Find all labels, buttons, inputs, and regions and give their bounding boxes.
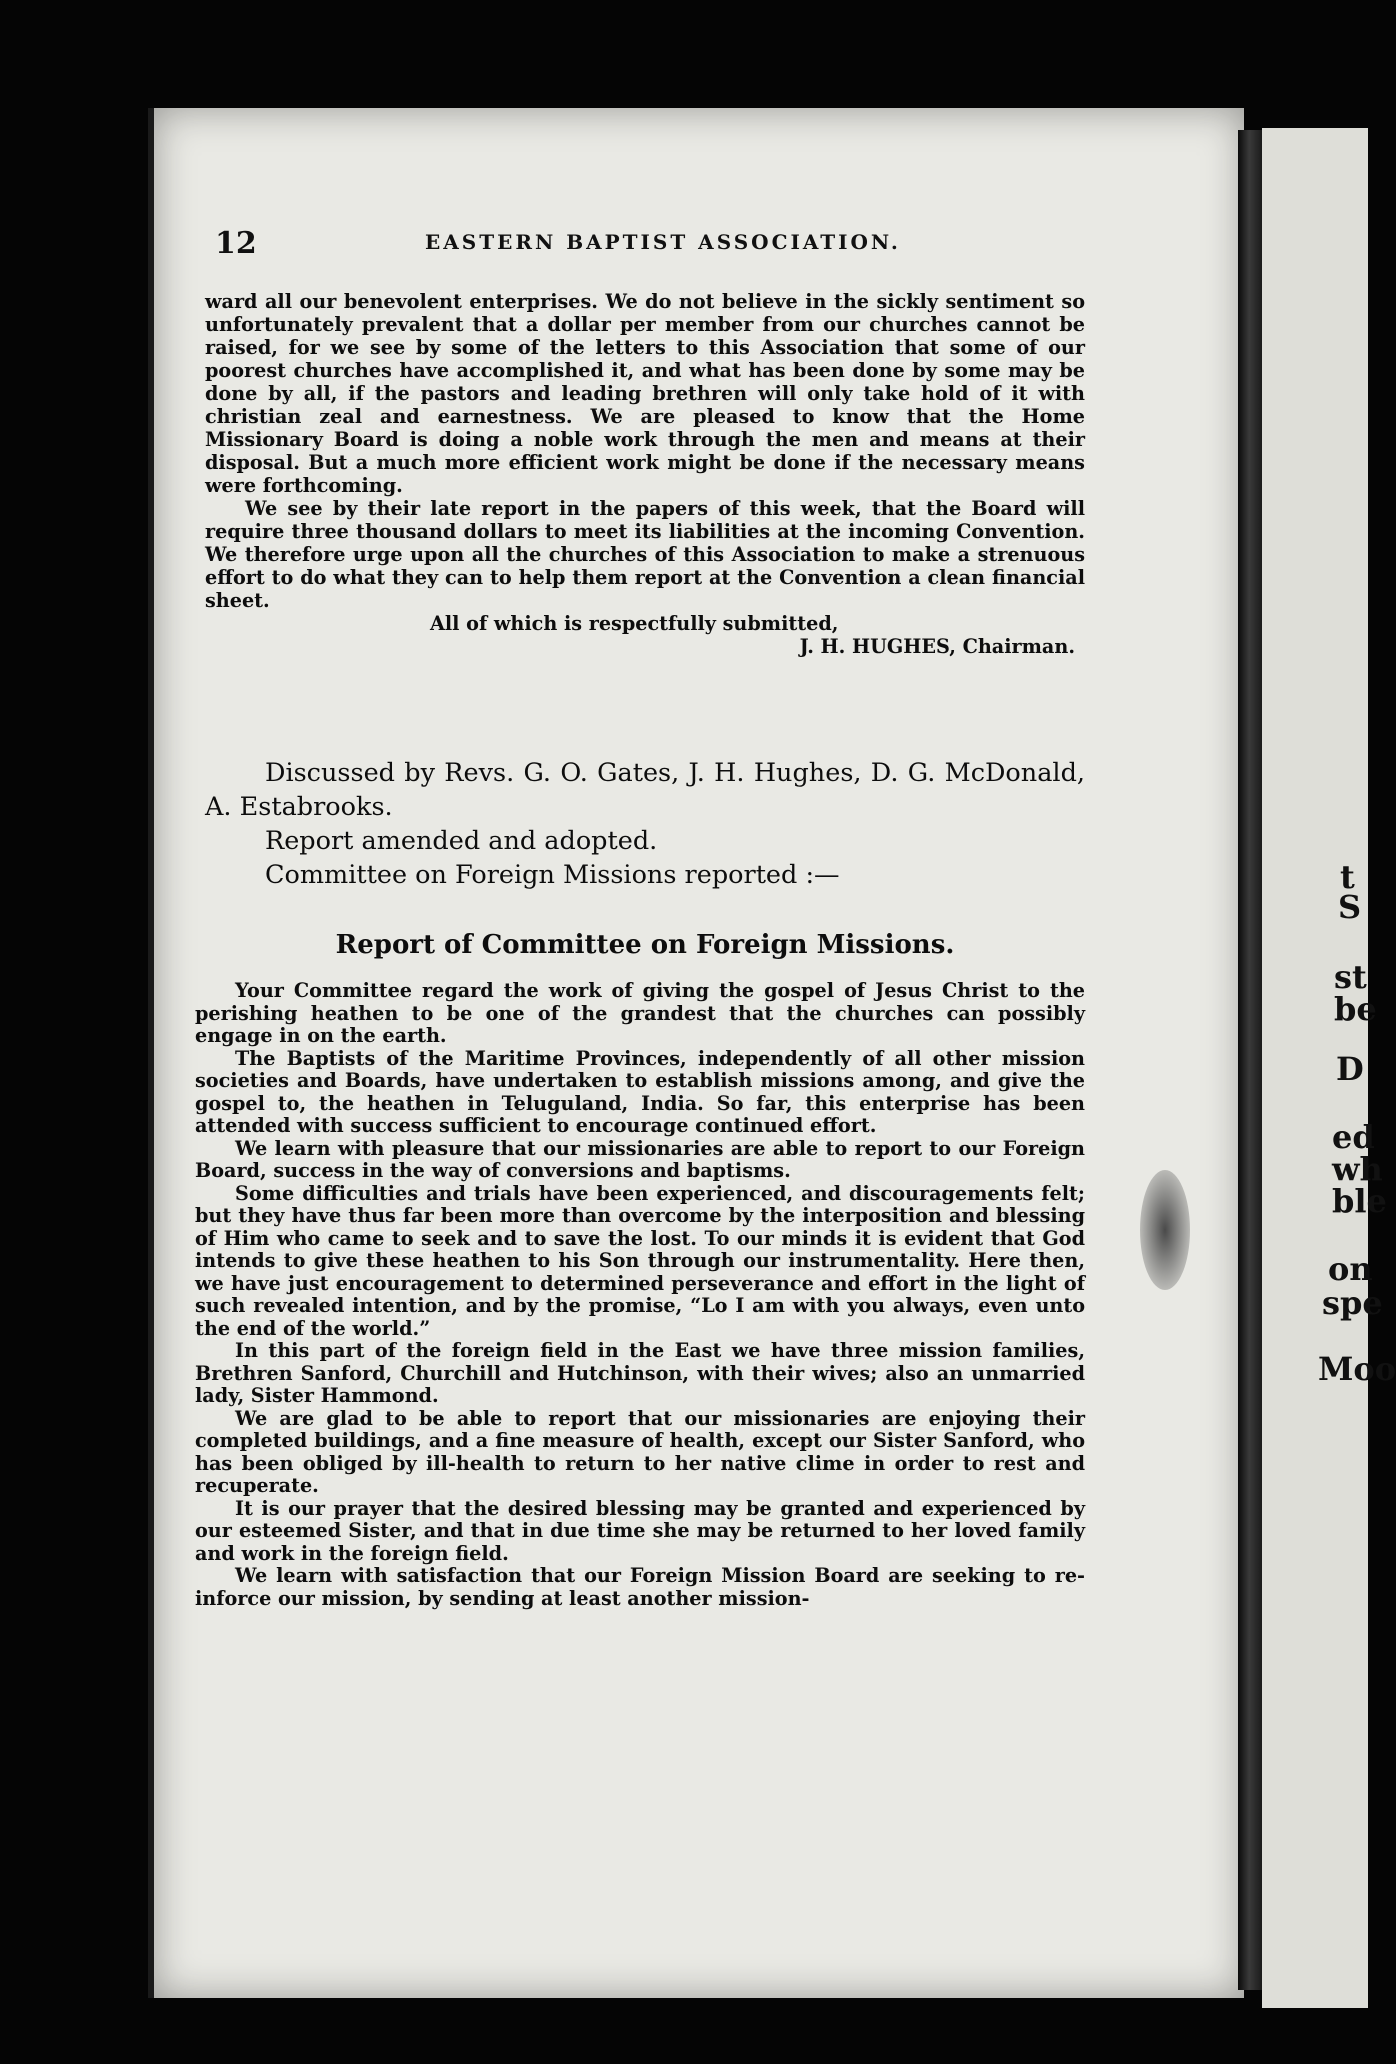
facing-fragment: S	[1338, 888, 1362, 926]
facing-fragment: spe	[1322, 1284, 1383, 1322]
facing-fragment: on	[1328, 1250, 1373, 1288]
paragraph: In this part of the foreign field in the East we have three mission families, Brethren Sanford, Churchill and Hutchinson, with their wives; also an unmarried lady, Sister Hammond.	[195, 1339, 1085, 1407]
amended-line: Report amended and adopted.	[265, 826, 658, 856]
facing-fragment: ed	[1332, 1118, 1375, 1156]
closing-line: All of which is respectfully submitted,	[430, 612, 839, 635]
section-heading: Report of Committee on Foreign Missions.	[335, 930, 955, 960]
paragraph: Your Committee regard the work of giving the gospel of Jesus Christ to the perishing heathen to be one of the grandest that the churches can possibly engage in on the earth.	[195, 979, 1085, 1047]
minutes	[205, 756, 1085, 892]
paragraph: It is our prayer that the desired blessing may be granted and experienced by our esteemed Sister, and that in due time she may be returned to her loved family and work in the foreign field.	[195, 1496, 1085, 1565]
report-continuation	[205, 290, 1085, 658]
paragraph: ward all our benevolent enterprises. We do not believe in the sickly sentiment so unfortunately prevalent that a dollar per member from our churches cannot be raised, for we see by some of the letters to this Association that some of our poorest churches have accomplished it, and what has been done by some may be done by all, if the pastors and leading brethren will only take hold of it with christian zeal and earnestness. We are pleased to know that the Home Missionary Board is doing a noble work through the men and means at their disposal. But a much more efficient work might be done if the necessary means were forthcoming.	[205, 290, 1085, 497]
facing-fragment: Moo	[1318, 1350, 1396, 1388]
running-title: EASTERN BAPTIST ASSOCIATION.	[425, 230, 901, 254]
paragraph: Some difficulties and trials have been experienced, and discouragements felt; but they have thus far been more than overcome by the interposition and blessing of Him who came to seek and to save the lost. To our minds it is evident that God intends to give these heathen to his Son through our instrumentality. Here then, we have just encouragement to determined perseverance and effort in the light of such revealed intention, and by the promise, “Lo I am with you always, even unto the end of the world.”	[195, 1181, 1085, 1340]
paragraph: We see by their late report in the papers of this week, that the Board will require three thousand dollars to meet its liabilities at the incoming Convention. We therefore urge upon all the churches of this Association to make a strenuous effort to do what they can to help them report at the Convention a clean financial sheet.	[205, 497, 1085, 612]
paragraph: We learn with satisfaction that our Foreign Mission Board are seeking to re-inforce our mission, by sending at least another mission-	[195, 1564, 1085, 1610]
paragraph: The Baptists of the Maritime Provinces, independently of all other mission societies and Boards, have undertaken to establish missions among, and give the gospel to, the heathen in Teluguland, India. So far, this enterprise has been attended with success sufficient to encourage continued effort.	[195, 1046, 1085, 1137]
paragraph: We learn with pleasure that our missionaries are able to report to our Foreign Board, success in the way of conversions and baptisms.	[195, 1136, 1085, 1182]
paragraph: We are glad to be able to report that our missionaries are enjoying their completed buildings, and a fine measure of health, except our Sister Sanford, who has been obliged by ill-health to return to her native clime in order to rest and recuperate.	[195, 1406, 1085, 1497]
running-head	[215, 226, 1095, 262]
facing-fragment: D	[1336, 1050, 1364, 1088]
facing-fragment: be	[1334, 990, 1377, 1028]
committee-line: Committee on Foreign Missions reported :—	[265, 860, 840, 890]
facing-fragment: wh	[1332, 1150, 1383, 1188]
page-number: 12	[215, 226, 257, 261]
discussed-line: Discussed by Revs. G. O. Gates, J. H. Hughes, D. G. McDonald, A. Estabrooks.	[205, 758, 1085, 822]
ink-smudge	[1140, 1170, 1190, 1290]
signature: J. H. HUGHES, Chairman.	[799, 635, 1075, 658]
facing-fragment: st	[1334, 958, 1367, 996]
facing-fragment: t	[1340, 858, 1355, 896]
foreign-missions-report	[195, 980, 1085, 1610]
facing-fragment: ble	[1332, 1182, 1387, 1220]
